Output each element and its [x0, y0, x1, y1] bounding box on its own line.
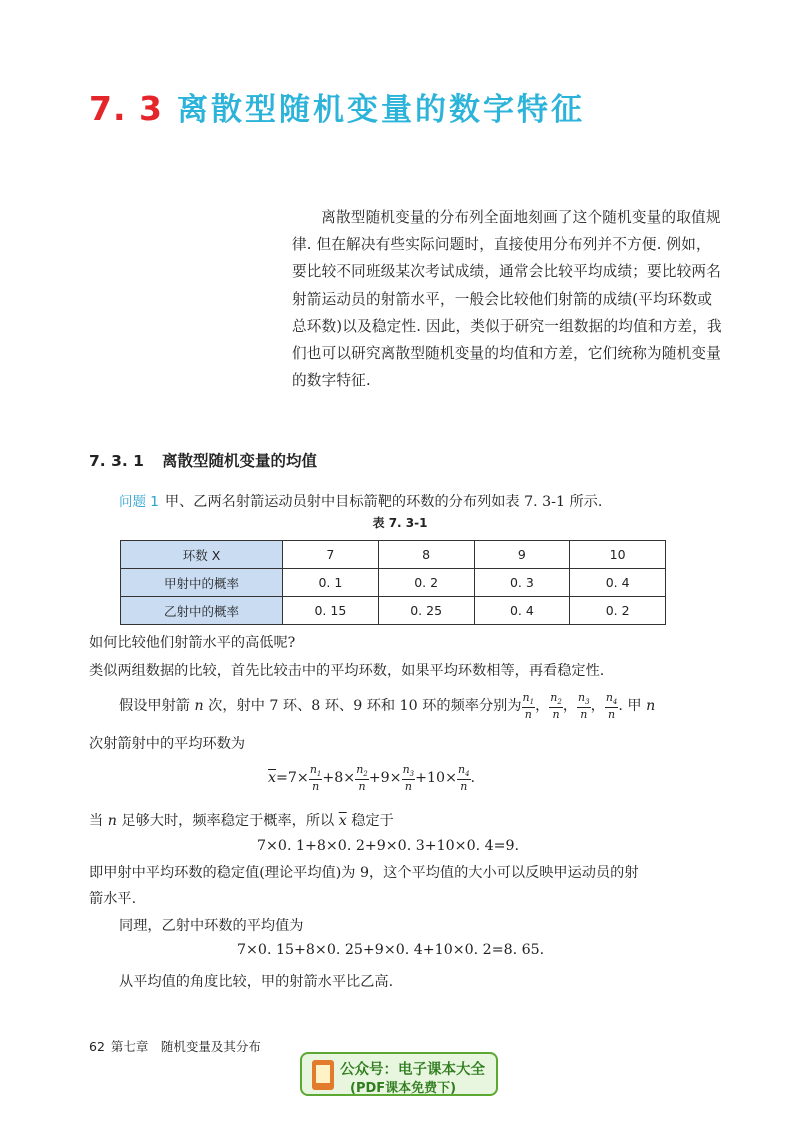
formula: 7×0. 1+8×0. 2+9×0. 3+10×0. 4=9.: [257, 838, 520, 854]
fraction: $\frac{n_4}{n}$: [605, 691, 618, 722]
table-caption: 表 7. 3-1: [372, 516, 428, 530]
problem-statement: [119, 490, 602, 511]
table-cell: 0. 1: [283, 569, 379, 597]
problem-text: 甲、乙两名射箭运动员射中目标箭靶的环数的分布列如表 7. 3-1 所示.: [164, 494, 603, 510]
table-cell: 0. 4: [570, 569, 666, 597]
table-cell: 0. 4: [474, 597, 570, 625]
table-cell: 0. 2: [378, 569, 474, 597]
body-paragraph: 当 n 足够大时，频率稳定于概率，所以 $\overline{x}$ 稳定于: [89, 813, 394, 829]
body-paragraph: 次射箭射中的平均环数为: [89, 736, 246, 752]
table-cell: 7: [283, 541, 379, 569]
table-cell: 10: [570, 541, 666, 569]
watermark-line2: (PDF课本免费下): [350, 1081, 457, 1096]
table-row-label: 甲射中的概率: [121, 569, 283, 597]
body-paragraph: 同理，乙射中环数的平均值为: [119, 918, 304, 934]
body-paragraph: 箭水平.: [89, 891, 137, 907]
body-paragraph: 类似两组数据的比较，首先比较击中的平均环数，如果平均环数相等，再看稳定性.: [89, 663, 605, 679]
formula: 7×0. 15+8×0. 25+9×0. 4+10×0. 2=8. 65.: [237, 942, 545, 958]
fraction: $\frac{n_2}{n}$: [550, 691, 562, 722]
table-header-cell: 环数 X: [121, 541, 283, 569]
table-row: [121, 569, 666, 597]
question-line: 如何比较他们射箭水平的高低呢?: [89, 635, 296, 651]
table-row-label: 乙射中的概率: [121, 597, 283, 625]
watermark-line1: 公众号：电子课本大全: [340, 1062, 485, 1078]
table-cell: 8: [378, 541, 474, 569]
subsection-heading: 离散型随机变量的均值: [161, 452, 317, 470]
page-number: 62: [89, 1039, 105, 1054]
table-row: [121, 597, 666, 625]
table-cell: 0. 2: [570, 597, 666, 625]
page-footer: [89, 1037, 261, 1055]
watermark-stamp: [300, 1052, 498, 1096]
book-icon: [312, 1060, 334, 1090]
subsection-title: [89, 449, 317, 471]
body-paragraph: 即甲射中平均环数的稳定值(理论平均值)为 9，这个平均值的大小可以反映甲运动员的射: [89, 865, 639, 881]
subsection-number: 7. 3. 1: [89, 452, 144, 470]
table-cell: 0. 25: [378, 597, 474, 625]
chapter-label: 第七章 随机变量及其分布: [110, 1039, 261, 1054]
intro-paragraph: 离散型随机变量的分布列全面地刻画了这个随机变量的取值规律. 但在解决有些实际问题时，直接使用分布列并不方便. 例如，要比较不同班级某次考试成绩，通常会比较平均成绩；要比较两名射箭运动员的射箭水平，一般会比较他们射箭的成绩(平均环数或总环数)以及稳定性. 因此，类似于研究一组数据的均值和方差，我们也可以研究离散型随机变量的均值和方差，它们统称为随机变量的数字特征.: [292, 209, 722, 390]
table-cell: 9: [474, 541, 570, 569]
frequency-line: 假设甲射箭 n 次，射中 7 环、8 环、9 环和 10 环的频率分别为 $\frac{n_1}{n}$ ， $\frac{n_2}{n}$ ， $\frac{n_3}{n}$ ， $\frac{n_4}{n}$ . 甲 n: [119, 691, 656, 722]
fraction: $\frac{n_1}{n}$: [522, 691, 535, 722]
problem-tag: 问题 1: [119, 494, 159, 510]
distribution-table: [120, 540, 666, 625]
section-heading: 离散型随机变量的数字特征: [176, 92, 585, 128]
body-paragraph: 从平均值的角度比较，甲的射箭水平比乙高.: [119, 974, 394, 990]
chapter-title: [89, 84, 585, 129]
table-cell: 0. 3: [474, 569, 570, 597]
fraction: $\frac{n_3}{n}$: [578, 691, 590, 722]
table-cell: 0. 15: [283, 597, 379, 625]
mean-formula: $\overline{x}=7\times$ $\frac{n_1}{n}$ +8× $\frac{n_2}{n}$ +9× $\frac{n_3}{n}$ +10× $\frac{n_4}{n}$ .: [268, 763, 476, 794]
table-row: [121, 541, 666, 569]
section-number: 7. 3: [89, 89, 163, 128]
